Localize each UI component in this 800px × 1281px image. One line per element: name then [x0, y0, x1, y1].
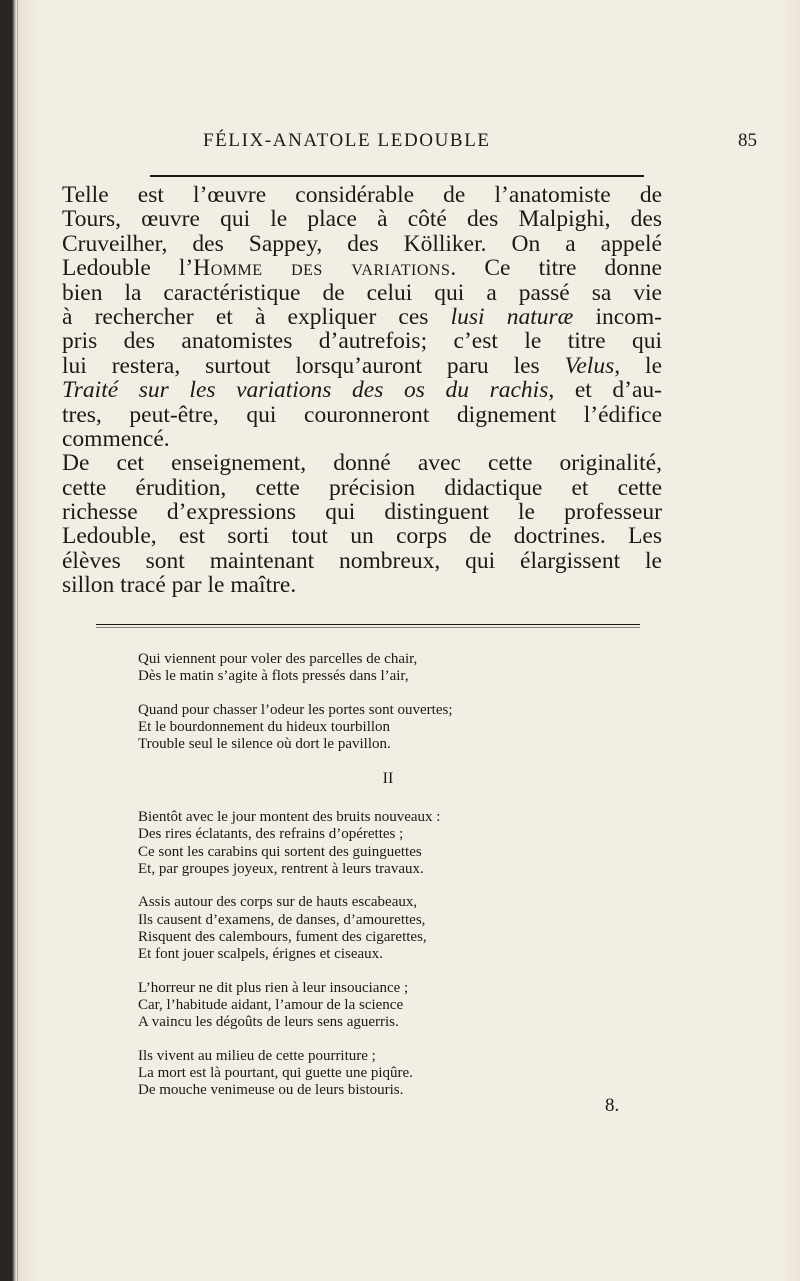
- prose-line: [62, 354, 662, 378]
- prose-line-text: incom-: [573, 303, 663, 330]
- poem-stanza: [138, 1048, 638, 1100]
- prose-line: cette érudition, cette précision didactique et cette: [62, 474, 662, 501]
- poem-line: Ils causent d’examens, de danses, d’amourettes,: [138, 911, 426, 928]
- prose-line-text: , et d’au-: [548, 377, 662, 404]
- header-rule: [150, 175, 644, 177]
- poem-line: Qui viennent pour voler des parcelles de chair,: [138, 651, 418, 667]
- prose-line-text: à rechercher et à expliquer ces: [62, 303, 429, 330]
- poem-stanza: [138, 702, 638, 754]
- prose-italic: Velus: [564, 352, 615, 379]
- prose-smallcaps: Homme des variations: [193, 255, 451, 282]
- prose-italic: lusi naturæ: [450, 303, 574, 330]
- poem-line: Trouble seul le silence où dort le pavillon.: [138, 736, 391, 753]
- running-title: FÉLIX-ANATOLE LEDOUBLE: [203, 130, 491, 151]
- poem-line: Dès le matin s’agite à flots pressés dans l’air,: [138, 668, 409, 685]
- poem-line: Et le bourdonnement du hideux tourbillon: [138, 719, 391, 736]
- poem-section-numeral: II: [382, 769, 394, 787]
- poem-line: Bientôt avec le jour montent des bruits nouveaux :: [138, 809, 441, 826]
- prose-line: Telle est l’œuvre considérable de l’anatomiste de: [62, 182, 662, 208]
- prose-line: bien la caractéristique de celui qui a passé sa vie: [62, 279, 662, 306]
- poem-stanza: [138, 894, 638, 963]
- page-number: 85: [738, 130, 757, 151]
- prose-line-text: Ledouble l’: [62, 255, 194, 282]
- poem: [138, 651, 638, 1116]
- poem-line: Risquent des calembours, fument des cigarettes,: [138, 928, 427, 945]
- poem-line: Assis autour des corps sur de hauts escabeaux,: [138, 894, 418, 911]
- prose-italic: Traité sur les variations des os du rachis: [62, 377, 549, 404]
- prose-line-text: , le: [614, 352, 662, 379]
- prose-line: De cet enseignement, donné avec cette originalité,: [62, 450, 662, 477]
- poem-line: A vaincu les dégoûts de leurs sens aguerris.: [138, 1014, 399, 1031]
- prose-line: tres, peut-être, qui couronneront dignement l’édifice: [62, 401, 662, 428]
- prose-line: pris des anatomistes d’autrefois; c’est le titre qui: [62, 328, 662, 355]
- prose-line: sillon tracé par le maître.: [62, 572, 297, 599]
- poem-line: Des rires éclatants, des refrains d’opérettes ;: [138, 826, 404, 843]
- poem-stanza: [138, 809, 638, 878]
- poem-line: De mouche venimeuse ou de leurs bistouris.: [138, 1082, 404, 1099]
- section-rule-secondary: [96, 627, 640, 628]
- signature-mark: 8.: [605, 1095, 620, 1116]
- prose-line: Cruveilher, des Sappey, des Kölliker. On a appelé: [62, 230, 662, 257]
- poem-stanza: [138, 980, 638, 1032]
- prose-line: [62, 256, 662, 280]
- poem-line: Et font jouer scalpels, érignes et ciseaux.: [138, 945, 383, 962]
- poem-line: Ce sont les carabins qui sortent des guinguettes: [138, 843, 422, 860]
- section-rule: [96, 624, 640, 625]
- prose-line: Ledouble, est sorti tout un corps de doctrines. Les: [62, 523, 662, 550]
- poem-line: Car, l’habitude aidant, l’amour de la science: [138, 996, 404, 1013]
- prose-line: élèves sont maintenant nombreux, qui élargissent le: [62, 547, 662, 574]
- prose-line: [62, 378, 662, 402]
- poem-line: L’horreur ne dit plus rien à leur insouciance ;: [138, 979, 409, 996]
- poem-line: Et, par groupes joyeux, rentrent à leurs travaux.: [138, 860, 424, 877]
- poem-line: Ils vivent au milieu de cette pourriture ;: [138, 1047, 376, 1064]
- prose-line: richesse d’expressions qui distinguent le professeur: [62, 499, 662, 526]
- poem-stanza: [138, 651, 638, 685]
- prose-line-text: lui restera, surtout lorsqu’auront paru les: [62, 352, 540, 379]
- prose-line: Tours, œuvre qui le place à côté des Malpighi, des: [62, 206, 662, 233]
- prose-line: commencé.: [62, 425, 170, 452]
- poem-line: Quand pour chasser l’odeur les portes sont ouvertes;: [138, 701, 453, 718]
- prose-paragraphs: [62, 183, 662, 598]
- prose-line: [62, 305, 662, 329]
- poem-line: La mort est là pourtant, qui guette une piqûre.: [138, 1064, 413, 1081]
- prose-line-text: . Ce titre donne: [450, 255, 662, 282]
- page-edge: [17, 0, 18, 1281]
- page-header: [0, 130, 800, 160]
